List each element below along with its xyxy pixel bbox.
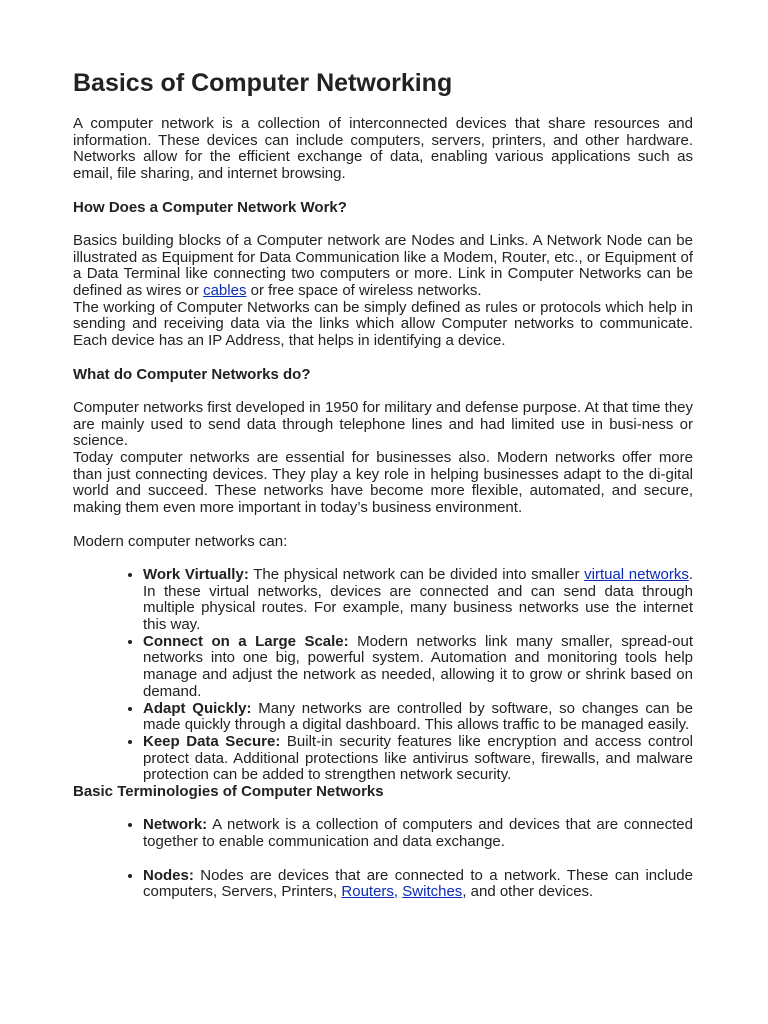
list-item: • Work Virtually: The physical network can be divided into smaller virtual networks. In these virtual networks, devices are connected and can send data through multiple physical routes. For example, many business networks use the internet this way. <box>143 567 693 634</box>
list-item: • Keep Data Secure: Built-in security features like encryption and access control protect data. Additional protections like antivirus software, firewalls, and malware protection can be added to strengthen network security. <box>143 734 693 784</box>
terminology-list-2 <box>73 868 693 901</box>
routers-link[interactable]: Routers, <box>341 883 399 901</box>
cables-link[interactable]: cables <box>203 282 247 299</box>
section2-paragraph-1: Computer networks first developed in 1950 for military and defense purpose. At that time they are mainly used to send data through telephone lines and had limited use in busi-ness or science. <box>73 398 693 450</box>
intro-paragraph: A computer network is a collection of interconnected devices that share resources and information. These devices can include computers, servers, printers, and other hardware. Networks allow for the efficient exchange of data, enabling various applications such as email, file sharing, and internet browsing. <box>73 115 693 183</box>
list-item: • Connect on a Large Scale: Modern networks link many smaller, spread-out networks into one big, powerful system. Automation and monitoring tools help manage and adjust the network as needed, allowing it to grow or shrink based on demand. <box>143 634 693 701</box>
capabilities-list <box>73 567 693 784</box>
list-item: • Nodes: Nodes are devices that are connected to a network. These can include computers, Servers, Printers, Routers, Switches, and other devices. <box>143 868 693 901</box>
article-body <box>73 68 693 901</box>
page-title: Basics of Computer Networking <box>73 69 453 97</box>
section2-paragraph-2: Today computer networks are essential for businesses also. Modern networks offer more than just connecting devices. They play a key role in helping businesses adapt to the di-gital world and succeed. These networks have become more flexible, automated, and secure, making them even more important in today’s business environment. <box>73 449 693 517</box>
list-item: • Adapt Quickly: Many networks are controlled by software, so changes can be made quickly through a digital dashboard. This allows traffic to be managed easily. <box>143 701 693 734</box>
list-item: • Network: A network is a collection of computers and devices that are connected together to enable communication and data exchange. <box>143 817 693 850</box>
section1-paragraph-2: The working of Computer Networks can be simply defined as rules or protocols which help in sending and receiving data via the links which allow Computer networks to communicate. Each device has an IP Address, that helps in identifying a device. <box>73 298 693 350</box>
terminology-list <box>73 817 693 850</box>
section-heading-what-networks-do: What do Computer Networks do? <box>73 365 311 383</box>
section-heading-how-network-works: How Does a Computer Network Work? <box>73 198 347 216</box>
section-heading-terminologies: Basic Terminologies of Computer Networks <box>73 783 384 801</box>
virtual-networks-link[interactable]: virtual networks <box>584 565 689 583</box>
switches-link[interactable]: Switches <box>402 883 463 901</box>
list-intro: Modern computer networks can: <box>73 532 288 550</box>
section1-paragraph-1: Basics building blocks of a Computer network are Nodes and Links. A Network Node can be illustrated as Equipment for Data Communication like a Modem, Router, etc., or Equipment of a Data Terminal like connecting two computers or more. Link in Computer Networks can be defined as wires or cables or free space of wireless networks. <box>73 231 693 299</box>
